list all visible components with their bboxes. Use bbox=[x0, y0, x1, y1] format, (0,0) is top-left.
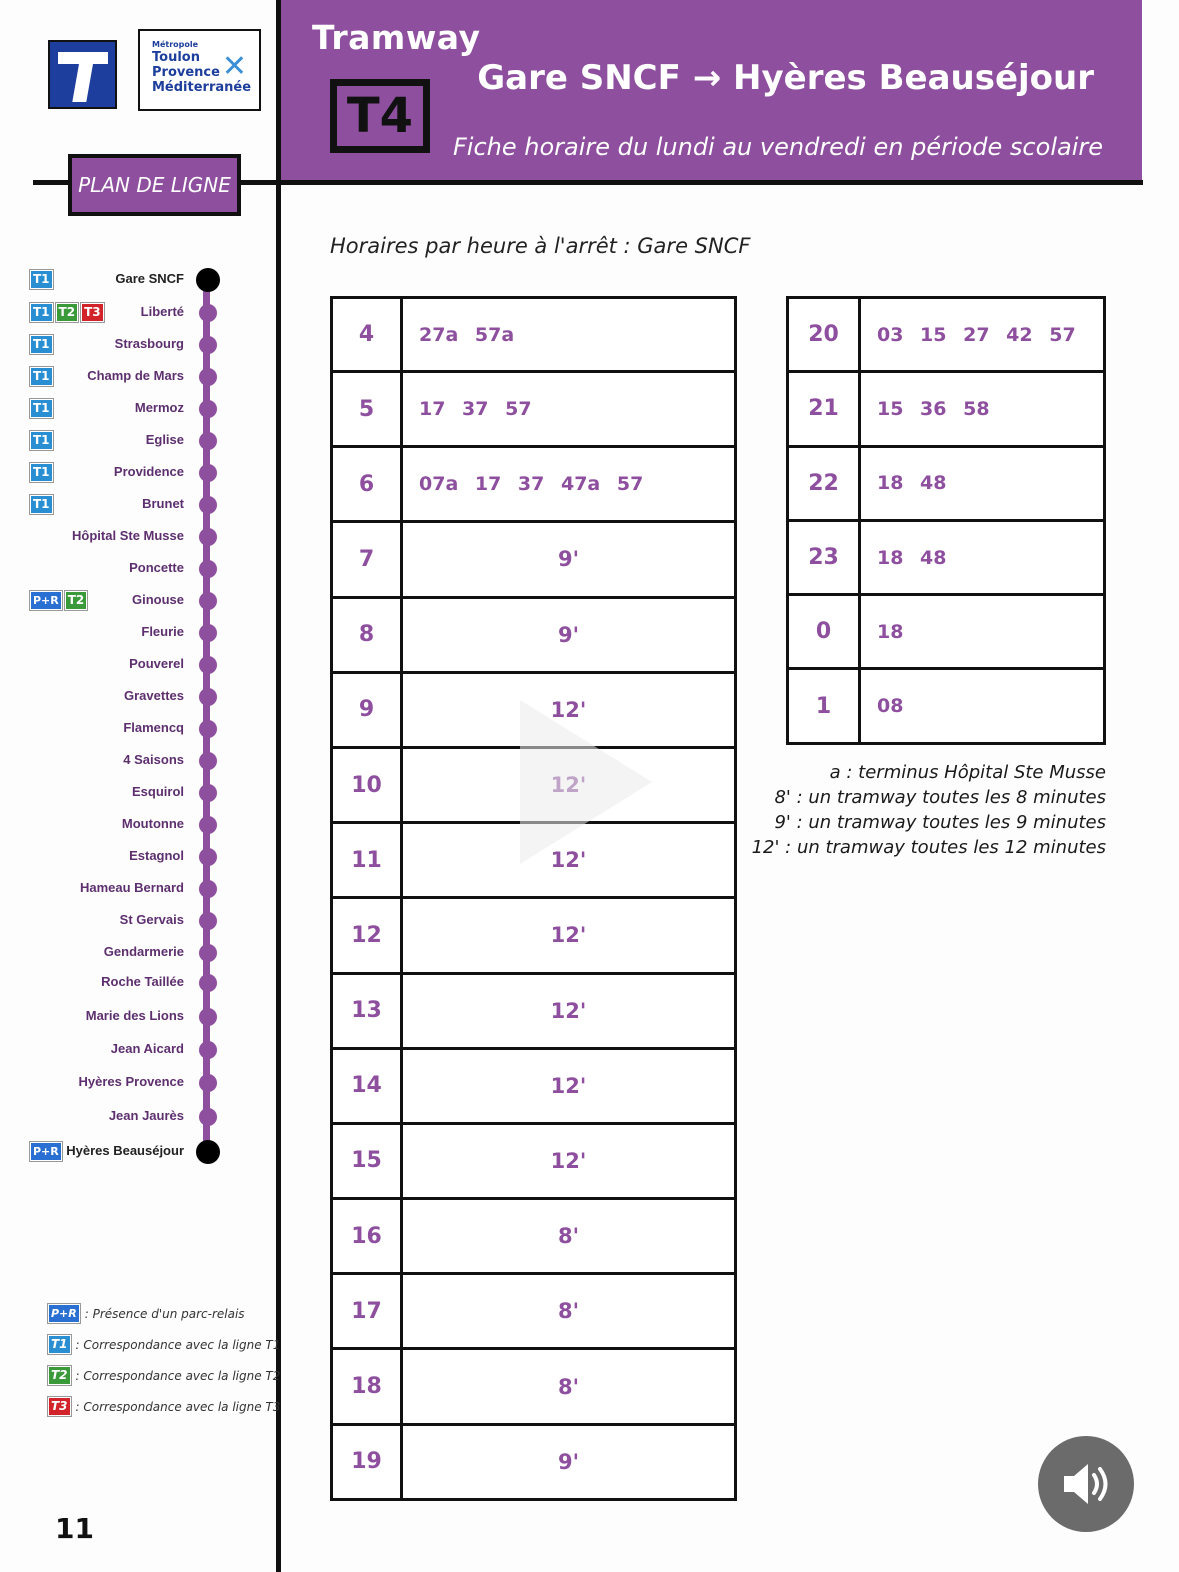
stop-name: Jean Aicard bbox=[110, 1041, 184, 1056]
stop-marker bbox=[199, 720, 217, 738]
timetable-row bbox=[789, 522, 1103, 596]
stop bbox=[30, 1140, 222, 1164]
stop-name: Fleurie bbox=[141, 624, 184, 639]
stop bbox=[30, 1005, 222, 1029]
stop-name: Gravettes bbox=[124, 688, 184, 703]
star-icon: ✕ bbox=[221, 49, 247, 84]
stop bbox=[30, 653, 222, 677]
stop bbox=[30, 557, 222, 581]
badge-t1: T1 bbox=[30, 367, 53, 386]
hour-cell: 11 bbox=[333, 824, 403, 896]
stop-marker bbox=[199, 944, 217, 962]
legend-row bbox=[48, 1329, 280, 1360]
stop-name: 4 Saisons bbox=[123, 752, 184, 767]
stop-marker bbox=[199, 464, 217, 482]
stop-name: Roche Taillée bbox=[101, 974, 184, 989]
stop-marker bbox=[196, 268, 220, 292]
badge-pr: P+R bbox=[30, 1142, 62, 1161]
hour-cell: 17 bbox=[333, 1275, 403, 1347]
connection-badges bbox=[30, 463, 53, 482]
stop bbox=[30, 909, 222, 933]
legend-text: : Correspondance avec la ligne T1 bbox=[75, 1337, 281, 1352]
badge-t1: T1 bbox=[30, 303, 53, 322]
legend-row bbox=[48, 1298, 280, 1329]
badge-t1: T1 bbox=[30, 431, 53, 450]
stop bbox=[30, 845, 222, 869]
timetable-row bbox=[333, 1350, 734, 1425]
hour-cell: 12 bbox=[333, 899, 403, 971]
timetable-day bbox=[330, 296, 737, 1501]
stop bbox=[30, 877, 222, 901]
note-line: 9' : un tramway toutes les 9 minutes bbox=[774, 812, 1106, 833]
note-line: 8' : un tramway toutes les 8 minutes bbox=[774, 787, 1106, 808]
hour-cell: 7 bbox=[333, 523, 403, 595]
stop-name: Gendarmerie bbox=[103, 944, 184, 959]
stop bbox=[30, 301, 222, 325]
timetable-row bbox=[789, 670, 1103, 744]
timetable-row bbox=[333, 1275, 734, 1350]
hour-cell: 1 bbox=[789, 670, 861, 741]
stop bbox=[30, 429, 222, 453]
hour-cell: 21 bbox=[789, 373, 861, 444]
note-line: 12' : un tramway toutes les 12 minutes bbox=[751, 837, 1106, 858]
stop-name: Marie des Lions bbox=[85, 1008, 184, 1023]
stop-name: Hôpital Ste Musse bbox=[72, 528, 184, 543]
stop-marker bbox=[199, 592, 217, 610]
connection-badges bbox=[30, 270, 53, 289]
line-badge: T4 bbox=[330, 79, 430, 153]
frequency-cell: 12' bbox=[550, 697, 587, 722]
minutes-cell: 03 15 27 42 57 bbox=[877, 323, 1076, 346]
stop-name: St Gervais bbox=[119, 912, 184, 927]
timetable-row bbox=[333, 299, 734, 373]
minutes-cell: 15 36 58 bbox=[877, 397, 990, 420]
route-title: Gare SNCF → Hyères Beauséjour bbox=[477, 58, 1094, 98]
timetable-notes bbox=[752, 760, 1106, 860]
stop-marker bbox=[196, 1140, 220, 1164]
connection-badges bbox=[30, 591, 87, 610]
legend-text: : Présence d'un parc-relais bbox=[84, 1306, 245, 1321]
legend-badge: T1 bbox=[48, 1335, 71, 1354]
connection-badges bbox=[30, 431, 53, 450]
timetable-row bbox=[333, 448, 734, 523]
hour-cell: 0 bbox=[789, 596, 861, 667]
sound-button[interactable] bbox=[1038, 1436, 1134, 1532]
stop bbox=[30, 461, 222, 485]
frequency-cell: 12' bbox=[550, 998, 587, 1023]
legend-badge: P+R bbox=[48, 1304, 80, 1323]
legend bbox=[48, 1298, 280, 1422]
legend-badge: T2 bbox=[48, 1366, 71, 1385]
stop-marker bbox=[199, 624, 217, 642]
stop-name: Liberté bbox=[140, 304, 184, 319]
hour-cell: 14 bbox=[333, 1050, 403, 1122]
stop bbox=[30, 1038, 222, 1062]
timetable-row bbox=[333, 373, 734, 448]
hour-cell: 22 bbox=[789, 448, 861, 519]
operator-logo bbox=[48, 40, 117, 109]
stop-name: Champ de Mars bbox=[87, 368, 184, 383]
hour-cell: 19 bbox=[333, 1426, 403, 1498]
timetable-row bbox=[333, 523, 734, 598]
timetable-row bbox=[333, 899, 734, 974]
frequency-cell: 12' bbox=[550, 773, 587, 798]
hour-cell: 18 bbox=[333, 1350, 403, 1422]
connection-badges bbox=[30, 399, 53, 418]
stop-marker bbox=[199, 688, 217, 706]
hour-cell: 16 bbox=[333, 1200, 403, 1272]
badge-t1: T1 bbox=[30, 463, 53, 482]
stop-name: Hameau Bernard bbox=[79, 880, 184, 895]
connection-badges bbox=[30, 335, 53, 354]
frequency-cell: 8' bbox=[557, 1299, 580, 1324]
minutes-cell: 07a 17 37 47a 57 bbox=[419, 473, 644, 496]
timetable-row bbox=[333, 975, 734, 1050]
stop bbox=[30, 397, 222, 421]
stop bbox=[30, 525, 222, 549]
connection-badges bbox=[30, 495, 53, 514]
stop bbox=[30, 685, 222, 709]
frequency-cell: 12' bbox=[550, 1073, 587, 1098]
timetable-row bbox=[789, 596, 1103, 670]
stop-name: Providence bbox=[113, 464, 184, 479]
frequency-cell: 9' bbox=[557, 1449, 580, 1474]
hour-cell: 13 bbox=[333, 975, 403, 1047]
stop-marker bbox=[199, 400, 217, 418]
stop bbox=[30, 589, 222, 613]
legend-text: : Correspondance avec la ligne T3 bbox=[75, 1399, 281, 1414]
stop bbox=[30, 717, 222, 741]
stop-marker bbox=[199, 368, 217, 386]
stop bbox=[30, 749, 222, 773]
stop-name: Gare SNCF bbox=[115, 271, 184, 286]
stop-marker bbox=[199, 880, 217, 898]
stop-name: Brunet bbox=[142, 496, 184, 511]
hour-cell: 10 bbox=[333, 749, 403, 821]
stop-name: Ginouse bbox=[131, 592, 184, 607]
play-icon[interactable] bbox=[520, 700, 652, 864]
connection-badges bbox=[30, 367, 53, 386]
note-line: a : terminus Hôpital Ste Musse bbox=[829, 762, 1106, 783]
stop bbox=[30, 941, 222, 965]
stop-name: Eglise bbox=[145, 432, 184, 447]
badge-pr: P+R bbox=[30, 591, 62, 610]
stop-name: Moutonne bbox=[121, 816, 184, 831]
frequency-cell: 12' bbox=[550, 848, 587, 873]
speaker-icon bbox=[1060, 1460, 1112, 1508]
frequency-cell: 8' bbox=[557, 1374, 580, 1399]
stop bbox=[30, 365, 222, 389]
minutes-cell: 27a 57a bbox=[419, 323, 515, 346]
frequency-cell: 8' bbox=[557, 1224, 580, 1249]
stop-marker bbox=[199, 816, 217, 834]
stop bbox=[30, 493, 222, 517]
stop-name: Pouverel bbox=[129, 656, 184, 671]
timetable-row bbox=[789, 299, 1103, 373]
badge-t2: T2 bbox=[65, 591, 88, 610]
stop-marker bbox=[199, 336, 217, 354]
legend-badge: T3 bbox=[48, 1397, 71, 1416]
stop-name: Mermoz bbox=[134, 400, 184, 415]
timetable-row bbox=[333, 1125, 734, 1200]
stop bbox=[30, 971, 222, 995]
stop-marker bbox=[199, 528, 217, 546]
stop-name: Esquirol bbox=[131, 784, 184, 799]
stop bbox=[30, 333, 222, 357]
stop bbox=[30, 813, 222, 837]
stop bbox=[30, 621, 222, 645]
badge-t1: T1 bbox=[30, 495, 53, 514]
frequency-cell: 12' bbox=[550, 923, 587, 948]
stop bbox=[30, 268, 222, 292]
stop bbox=[30, 1071, 222, 1095]
stop-marker bbox=[199, 496, 217, 514]
frequency-cell: 9' bbox=[557, 622, 580, 647]
stop-marker bbox=[199, 656, 217, 674]
stop-marker bbox=[199, 848, 217, 866]
legend-row bbox=[48, 1391, 280, 1422]
stop-name: Flamencq bbox=[123, 720, 184, 735]
hour-cell: 9 bbox=[333, 674, 403, 746]
stop-marker bbox=[199, 752, 217, 770]
stop-name: Poncette bbox=[129, 560, 184, 575]
stop bbox=[30, 1105, 222, 1129]
stop-name: Hyères Beauséjour bbox=[66, 1143, 184, 1158]
timetable-row bbox=[789, 373, 1103, 447]
timetable-row bbox=[333, 1200, 734, 1275]
timetable-row bbox=[333, 1426, 734, 1501]
stop bbox=[30, 781, 222, 805]
plan-label: PLAN DE LIGNE bbox=[68, 154, 241, 216]
timetable-evening bbox=[786, 296, 1106, 745]
minutes-cell: 18 bbox=[877, 620, 904, 643]
frequency-cell: 9' bbox=[557, 547, 580, 572]
stop-marker bbox=[199, 974, 217, 992]
minutes-cell: 08 bbox=[877, 695, 904, 718]
page-number: 11 bbox=[55, 1512, 94, 1545]
badge-t1: T1 bbox=[30, 335, 53, 354]
stop-marker bbox=[199, 1108, 217, 1126]
hour-cell: 23 bbox=[789, 522, 861, 593]
stop-name: Hyères Provence bbox=[78, 1074, 184, 1089]
stop-marker bbox=[199, 304, 217, 322]
hour-cell: 8 bbox=[333, 599, 403, 671]
route-subtitle: Fiche horaire du lundi au vendredi en période scolaire bbox=[452, 133, 1103, 161]
badge-t1: T1 bbox=[30, 399, 53, 418]
minutes-cell: 17 37 57 bbox=[419, 398, 532, 421]
stop-marker bbox=[199, 784, 217, 802]
legend-text: : Correspondance avec la ligne T2 bbox=[75, 1368, 281, 1383]
minutes-cell: 18 48 bbox=[877, 546, 947, 569]
stop-marker bbox=[199, 912, 217, 930]
hour-cell: 5 bbox=[333, 373, 403, 445]
metropole-logo: Métropole Toulon Provence Méditerranée ✕ bbox=[138, 29, 261, 111]
connection-badges bbox=[30, 303, 104, 322]
stop-name: Strasbourg bbox=[114, 336, 184, 351]
frequency-cell: 12' bbox=[550, 1148, 587, 1173]
timetable-caption: Horaires par heure à l'arrêt : Gare SNCF bbox=[330, 234, 751, 258]
timetable-row bbox=[333, 1050, 734, 1125]
stop-marker bbox=[199, 1041, 217, 1059]
stop-name: Estagnol bbox=[129, 848, 184, 863]
badge-t1: T1 bbox=[30, 270, 53, 289]
minutes-cell: 18 48 bbox=[877, 472, 947, 495]
hour-cell: 20 bbox=[789, 299, 861, 370]
stop-marker bbox=[199, 1008, 217, 1026]
hour-cell: 15 bbox=[333, 1125, 403, 1197]
timetable-row bbox=[333, 599, 734, 674]
mode-title: Tramway bbox=[312, 18, 481, 57]
stop-marker bbox=[199, 560, 217, 578]
connection-badges bbox=[30, 1142, 62, 1161]
legend-row bbox=[48, 1360, 280, 1391]
badge-t3: T3 bbox=[81, 303, 104, 322]
stop-name: Jean Jaurès bbox=[108, 1108, 184, 1123]
stop-marker bbox=[199, 432, 217, 450]
timetable-row bbox=[789, 448, 1103, 522]
badge-t2: T2 bbox=[56, 303, 79, 322]
stop-marker bbox=[199, 1074, 217, 1092]
hour-cell: 6 bbox=[333, 448, 403, 520]
hour-cell: 4 bbox=[333, 299, 403, 370]
